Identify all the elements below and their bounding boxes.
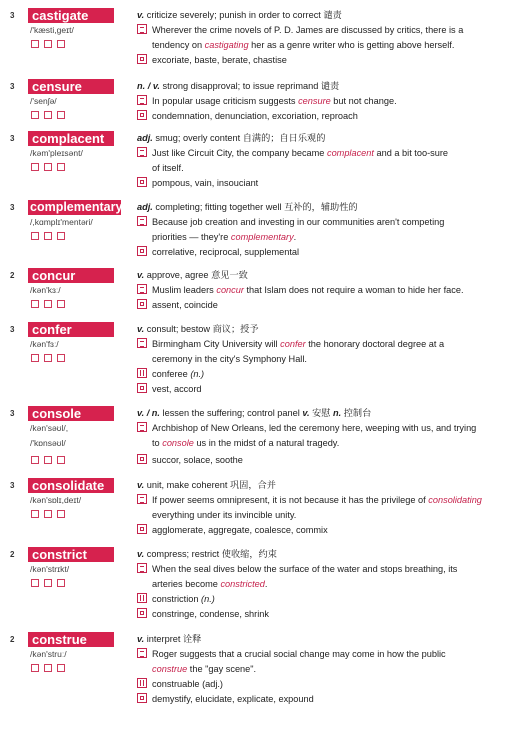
synonyms-line [137,382,513,397]
frequency-rank: 2 [10,635,15,644]
review-checkbox[interactable] [57,163,65,171]
highlighted-word: console [162,438,194,448]
example-text: us in the midst of a natural tragedy. [193,438,340,448]
review-checkbox[interactable] [57,300,65,308]
example-line [137,283,513,298]
highlighted-word: construe [152,664,188,674]
derivative-word: constriction [152,594,199,604]
derivative-line [137,592,513,607]
example-text: If power seems omnipresent, it is not because it has the privilege of [152,495,429,505]
example-icon [137,494,147,504]
part-of-speech: adj. [137,133,153,143]
definition-text: approve, agree 意见一致 [146,270,248,280]
part-of-speech: n. / v. [137,81,160,91]
highlighted-word: constricted [220,579,265,589]
example-text: . [293,232,297,242]
synonyms-text: succor, solace, soothe [152,455,243,465]
pronunciation: /,kɑmplɪ'mentəri/ [30,217,93,227]
review-checkbox[interactable] [31,456,39,464]
definition-text: smug; overly content 自满的；自日乐观的 [155,133,326,143]
example-text: Roger suggests that a crucial social change may come in how the public [152,649,446,659]
example-text: Because job creation and investing in our communities aren't competing [152,217,445,227]
definition-line [137,547,513,562]
highlighted-word: concur [216,285,244,295]
example-text: Muslim leaders [152,285,217,295]
review-checkbox[interactable] [44,40,52,48]
part-of-speech: v. [137,270,145,280]
headword: complementary [30,200,123,214]
synonyms-line [137,607,513,622]
part-of-speech: v. [137,10,145,20]
definition-line [137,406,513,421]
synonyms-line [137,453,513,468]
example-icon [137,284,147,294]
synonyms-text: pompous, vain, insouciant [152,178,259,188]
synonyms-text: condemnation, denunciation, excoriation, reproach [152,111,358,121]
review-checkbox[interactable] [44,354,52,362]
synonym-icon [137,299,147,309]
frequency-rank: 3 [10,325,15,334]
review-checkbox[interactable] [57,456,65,464]
headword: confer [28,322,114,337]
synonym-icon [137,608,147,618]
definition-block [137,406,513,468]
review-checkbox[interactable] [57,579,65,587]
example-text: Archbishop of New Orleans, led the ceremony here, weeping with us, and trying [152,423,477,433]
review-checkboxes[interactable] [31,163,65,171]
review-checkbox[interactable] [31,232,39,240]
review-checkbox[interactable] [44,456,52,464]
synonyms-text: correlative, reciprocal, supplemental [152,247,300,257]
review-checkbox[interactable] [44,510,52,518]
pronunciation: /kən'kɜː/ [30,285,61,295]
definition-line [137,268,513,283]
example-icon [137,648,147,658]
highlighted-word: complementary [230,232,294,242]
definition-block [137,8,513,68]
pronunciation-alt: /'kɒnsəʊl/ [30,438,66,448]
example-line [137,94,513,109]
example-icon [137,338,147,348]
frequency-rank: 3 [10,11,15,20]
example-line [137,146,513,161]
review-checkbox[interactable] [44,163,52,171]
example-line [137,337,513,352]
synonyms-line [137,109,513,124]
example-text: of itself. [152,163,184,173]
headword: complacent [28,131,114,146]
definition-text: unit, make coherent 巩固，合并 [146,480,276,490]
definition-text: 安慰 [312,408,331,418]
frequency-rank: 3 [10,203,15,212]
review-checkbox[interactable] [31,163,39,171]
synonyms-text: constringe, condense, shrink [152,609,269,619]
review-checkbox[interactable] [57,232,65,240]
definition-block [137,268,513,313]
review-checkbox[interactable] [31,300,39,308]
example-line [137,647,513,662]
definition-text: 控制台 [343,408,372,418]
definition-text: compress; restrict 使收缩，约束 [146,549,277,559]
synonym-icon [137,110,147,120]
frequency-rank: 2 [10,550,15,559]
review-checkbox[interactable] [44,664,52,672]
derivative-word: construable [152,679,200,689]
definition-line [137,478,513,493]
part-of-speech: v. [137,324,145,334]
synonyms-text: vest, accord [152,384,202,394]
headword: censure [28,79,114,94]
frequency-rank: 3 [10,409,15,418]
review-checkbox[interactable] [44,232,52,240]
synonyms-line [137,692,513,707]
derivative-pos: (adj.) [202,679,223,689]
example-text: Wherever the crime novels of P. D. James are discussed by critics, there is a [152,25,464,35]
synonyms-line [137,53,513,68]
example-icon [137,422,147,432]
review-checkbox[interactable] [31,510,39,518]
part-of-speech: v. [137,480,145,490]
pronunciation: /kən'sɒlɪ,deɪt/ [30,495,82,505]
review-checkbox[interactable] [44,579,52,587]
synonym-icon [137,246,147,256]
definition-line [137,79,513,94]
derivative-icon [137,593,147,603]
derivative-line [137,367,513,382]
example-line [137,421,513,436]
definition-text: lessen the suffering; control panel [162,408,300,418]
review-checkbox[interactable] [31,579,39,587]
example-text: When the seal dives below the surface of the water and stops breathing, its [152,564,458,574]
example-icon [137,24,147,34]
part-of-speech: adj. [137,202,153,212]
synonyms-line [137,245,513,260]
review-checkboxes[interactable] [31,510,65,518]
example-line [137,230,513,245]
example-line [137,215,513,230]
example-line [137,436,513,451]
highlighted-word: consolidating [428,495,482,505]
example-icon [137,216,147,226]
review-checkboxes[interactable] [31,664,65,672]
example-line [137,23,513,38]
frequency-rank: 3 [10,134,15,143]
headword: consolidate [28,478,114,493]
pronunciation: /'senʃə/ [30,96,57,106]
part-of-speech: v. [137,634,145,644]
part-of-speech: n. [333,408,342,418]
review-checkbox[interactable] [57,354,65,362]
definition-block [137,131,513,191]
derivative-icon [137,368,147,378]
highlighted-word: complacent [326,148,374,158]
review-checkbox[interactable] [57,664,65,672]
synonyms-line [137,176,513,191]
example-text: the "gay scene". [187,664,257,674]
example-text: In popular usage criticism suggests [152,96,299,106]
review-checkboxes[interactable] [31,456,65,464]
example-line [137,493,513,508]
review-checkbox[interactable] [44,300,52,308]
derivative-word: conferee [152,369,188,379]
definition-block [137,79,513,124]
synonyms-text: excoriate, baste, berate, chastise [152,55,287,65]
review-checkbox[interactable] [31,664,39,672]
example-line [137,352,513,367]
pronunciation: /kən'struː/ [30,649,67,659]
definition-block [137,632,513,707]
highlighted-word: censure [298,96,331,106]
part-of-speech: v. [302,408,310,418]
headword: console [28,406,114,421]
definition-block [137,200,513,260]
definition-text: completing; fitting together well 互补的，辅助性的 [155,202,358,212]
review-checkboxes[interactable] [31,579,65,587]
derivative-line [137,677,513,692]
synonym-icon [137,693,147,703]
synonym-icon [137,454,147,464]
definition-text: interpret 诠释 [146,634,202,644]
headword: construe [28,632,114,647]
review-checkbox[interactable] [57,510,65,518]
definition-text: strong disapproval; to issue reprimand 谴责 [162,81,340,91]
synonyms-text: demystify, elucidate, explicate, expound [152,694,314,704]
review-checkboxes[interactable] [31,354,65,362]
example-text: . [264,579,268,589]
review-checkboxes[interactable] [31,300,65,308]
review-checkbox[interactable] [31,40,39,48]
definition-text: consult; bestow 商议；授予 [146,324,259,334]
synonyms-line [137,298,513,313]
example-text: the honorary doctoral degree at a [305,339,445,349]
part-of-speech: v. / n. [137,408,160,418]
example-line [137,161,513,176]
review-checkbox[interactable] [57,40,65,48]
synonyms-line [137,523,513,538]
example-line [137,662,513,677]
part-of-speech: v. [137,549,145,559]
synonym-icon [137,54,147,64]
example-text: to [152,438,163,448]
definition-line [137,8,513,23]
example-text: and a bit too-sure [373,148,449,158]
example-text: arteries become [152,579,221,589]
example-text: priorities — they're [152,232,231,242]
headword: castigate [28,8,114,23]
pronunciation: /kən'səʊl/, [30,423,69,433]
pronunciation: /kəm'pleɪsənt/ [30,148,83,158]
example-text: tendency on [152,40,205,50]
example-line [137,38,513,53]
example-text: her as a genre writer who is getting above herself. [248,40,455,50]
definition-line [137,322,513,337]
headword: concur [28,268,114,283]
derivative-icon [137,678,147,688]
example-icon [137,147,147,157]
review-checkboxes[interactable] [31,232,65,240]
pronunciation: /'kæsti,geɪt/ [30,25,74,35]
definition-line [137,200,513,215]
derivative-pos: (n.) [190,369,205,379]
headword: constrict [28,547,114,562]
highlighted-word: castigating [204,40,249,50]
synonym-icon [137,383,147,393]
example-text: everything under its invincible unity. [152,510,297,520]
example-line [137,562,513,577]
review-checkbox[interactable] [31,354,39,362]
example-text: ceremony in the city's Symphony Hall. [152,354,307,364]
example-icon [137,95,147,105]
example-text: Birmingham City University will [152,339,281,349]
example-line [137,577,513,592]
pronunciation: /kən'fɜː/ [30,339,59,349]
synonym-icon [137,524,147,534]
synonym-icon [137,177,147,187]
definition-text: criticize severely; punish in order to correct 谴责 [146,10,342,20]
definition-block [137,547,513,622]
synonyms-text: assent, coincide [152,300,218,310]
review-checkboxes[interactable] [31,111,65,119]
frequency-rank: 2 [10,271,15,280]
example-text: that Islam does not require a woman to hide her face. [243,285,464,295]
example-text: but not change. [330,96,397,106]
example-text: Just like Circuit City, the company became [152,148,327,158]
frequency-rank: 3 [10,82,15,91]
definition-block [137,478,513,538]
pronunciation: /kən'strɪkt/ [30,564,70,574]
review-checkbox[interactable] [57,111,65,119]
definition-line [137,131,513,146]
definition-line [137,632,513,647]
review-checkbox[interactable] [31,111,39,119]
highlighted-word: confer [280,339,306,349]
definition-block [137,322,513,397]
review-checkboxes[interactable] [31,40,65,48]
review-checkbox[interactable] [44,111,52,119]
example-icon [137,563,147,573]
derivative-pos: (n.) [201,594,215,604]
synonyms-text: agglomerate, aggregate, coalesce, commix [152,525,328,535]
frequency-rank: 3 [10,481,15,490]
example-line [137,508,513,523]
